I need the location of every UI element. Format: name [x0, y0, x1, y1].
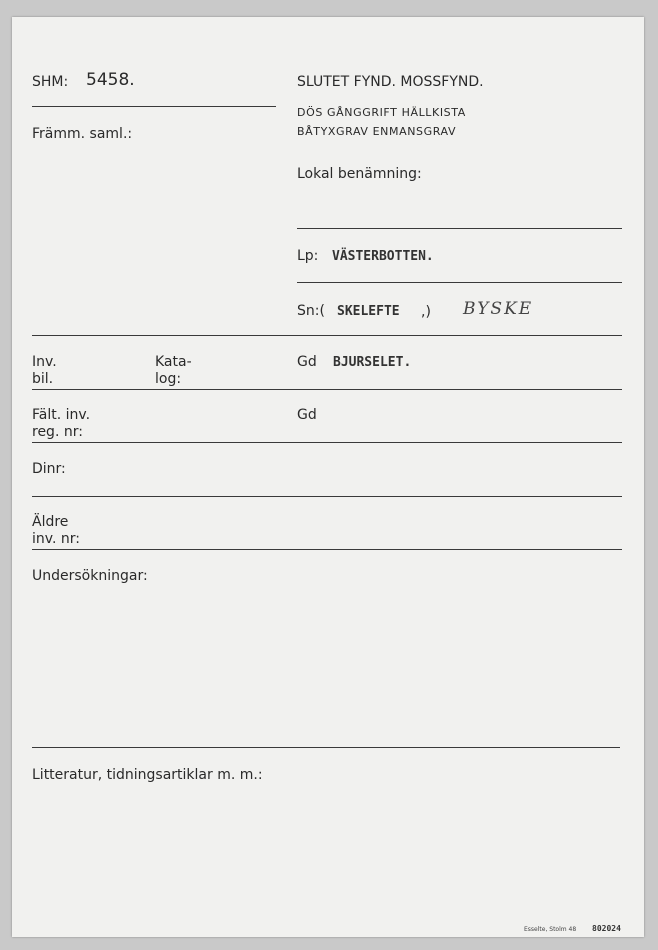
sn-close: ,): [421, 304, 431, 320]
gd-label: Gd: [297, 354, 317, 370]
shm-number: 5458.: [86, 70, 135, 90]
form-code: 802024: [592, 924, 621, 933]
card-title: SLUTET FYND. MOSSFYND.: [297, 74, 484, 90]
grave-types-line-1: DÖS GÅNGGRIFT HÄLLKISTA: [297, 106, 466, 119]
section-rule-6: [32, 747, 620, 748]
katalog-label-2: log:: [155, 371, 182, 387]
fromm-saml-label: Främm. saml.:: [32, 126, 133, 142]
sn-value: SKELEFTE: [337, 304, 400, 319]
inv-label-1: Inv.: [32, 354, 57, 370]
inv-label-2: bil.: [32, 371, 54, 387]
lp-rule: [297, 282, 622, 283]
section-rule-3: [32, 442, 622, 443]
section-rule-1: [32, 335, 622, 336]
sn-handwritten: BYSKE: [463, 299, 534, 319]
aldre-inv-label-2: inv. nr:: [32, 531, 80, 547]
section-rule-5: [32, 549, 622, 550]
lokal-benamning-label: Lokal benämning:: [297, 166, 422, 182]
shm-label: SHM:: [32, 74, 69, 90]
catalog-card: [12, 17, 644, 937]
grave-types-line-2: BÅTYXGRAV ENMANSGRAV: [297, 125, 457, 138]
undersokningar-label: Undersökningar:: [32, 568, 148, 584]
sn-label: Sn:(: [297, 303, 325, 319]
falt-inv-label-2: reg. nr:: [32, 424, 83, 440]
printer-imprint: Esselte, Stolm 48: [524, 926, 577, 933]
gd-value: BJURSELET.: [333, 355, 412, 370]
litteratur-label: Litteratur, tidningsartiklar m. m.:: [32, 767, 263, 783]
section-rule-4: [32, 496, 622, 497]
falt-inv-label-1: Fält. inv.: [32, 407, 91, 423]
lp-label: Lp:: [297, 248, 319, 264]
katalog-label-1: Kata-: [155, 354, 192, 370]
lokal-rule: [297, 228, 622, 229]
gd2-label: Gd: [297, 407, 317, 423]
aldre-inv-label-1: Äldre: [32, 514, 69, 530]
shm-rule: [32, 106, 276, 107]
section-rule-2: [32, 389, 622, 390]
lp-value: VÄSTERBOTTEN.: [332, 249, 434, 264]
dinr-label: Dinr:: [32, 461, 66, 477]
